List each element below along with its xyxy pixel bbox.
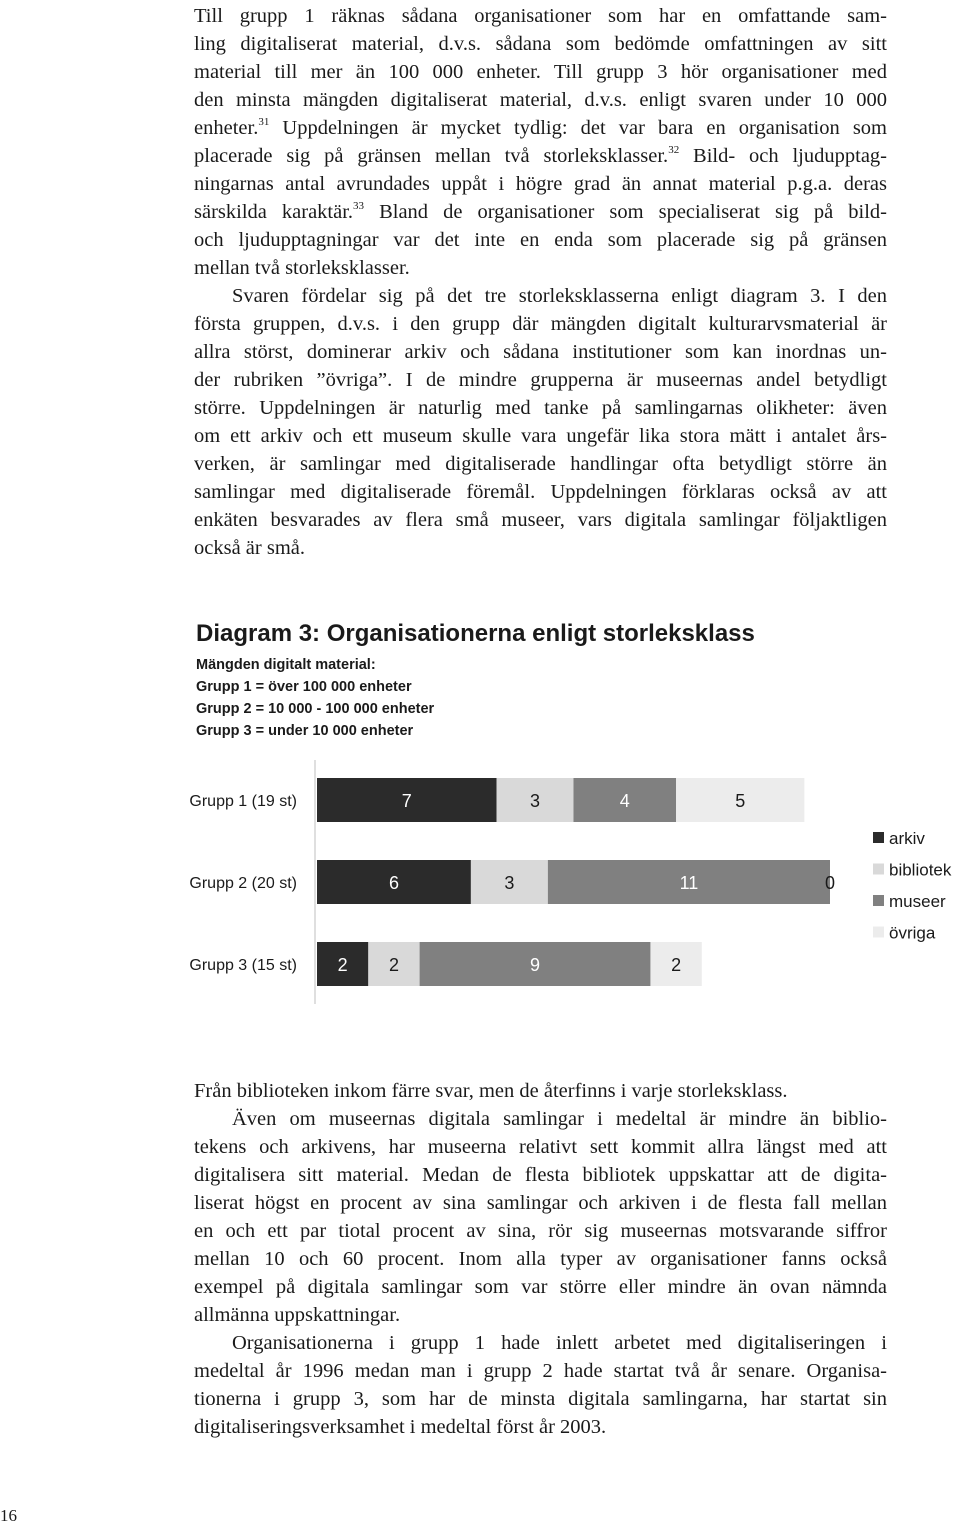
text-segment: allmänna uppskattningar. bbox=[194, 1304, 401, 1326]
data-label: 3 bbox=[530, 791, 541, 811]
category-label: Grupp 2 (20 st) bbox=[189, 875, 297, 892]
text-line bbox=[232, 1105, 887, 1133]
text-line bbox=[232, 1329, 887, 1357]
text-line bbox=[194, 1133, 887, 1161]
page-number: 16 bbox=[0, 1506, 17, 1525]
category-label: Grupp 3 (15 st) bbox=[189, 957, 297, 974]
text-segment: exempel på digitala samlingar som var större eller mindre än ovan nämnda bbox=[194, 1276, 887, 1298]
text-segment: Bland de organisationer som specialiserat sig på bild- bbox=[364, 201, 887, 223]
text-line bbox=[194, 1385, 887, 1413]
text-segment: samlingar med digitaliserade föremål. Uppdelningen förklaras också av att bbox=[194, 481, 887, 503]
text-segment: digitaliseringsverksamhet i medeltal först år 2003. bbox=[194, 1416, 607, 1438]
legend-swatch-arkiv bbox=[873, 832, 884, 843]
text-segment: också är små. bbox=[194, 537, 305, 559]
chart-subtitle-line: Grupp 1 = över 100 000 enheter bbox=[196, 679, 412, 695]
data-label: 5 bbox=[735, 791, 746, 811]
text-line bbox=[194, 1273, 887, 1301]
text-segment: ling digitaliserat material, d.v.s. sådana som bedömde omfattningen av sitt bbox=[194, 33, 887, 55]
text-segment: allra störst, dominerar arkiv och sådana institutioner som kan inordnas un- bbox=[194, 341, 887, 363]
data-label: 9 bbox=[530, 955, 541, 975]
text-line bbox=[194, 1217, 887, 1245]
text-segment: der rubriken ”övriga”. I de mindre grupperna är museernas andel betydligt bbox=[194, 369, 887, 391]
text-segment: tionerna i grupp 3, som har de minsta digitala samlingarna, har startat sin bbox=[194, 1388, 887, 1410]
legend-swatch-museer bbox=[873, 895, 884, 906]
legend-label: museer bbox=[889, 892, 946, 911]
text-segment: om ett arkiv och ett museum skulle vara ungefär lika stora mätt i antalet års- bbox=[194, 425, 887, 447]
chart-subtitle-line: Grupp 2 = 10 000 - 100 000 enheter bbox=[196, 701, 435, 717]
legend-label: arkiv bbox=[889, 829, 925, 848]
text-line bbox=[194, 1189, 887, 1217]
text-line bbox=[194, 1413, 606, 1441]
chart-title: Diagram 3: Organisationerna enligt storleksklass bbox=[196, 620, 755, 647]
text-line bbox=[194, 1301, 400, 1329]
text-segment: placerade sig på gränsen mellan två storleksklasser. bbox=[194, 145, 669, 167]
data-label: 0 bbox=[824, 873, 836, 893]
text-segment: särskilda karaktär. bbox=[194, 201, 354, 223]
text-segment: Bild- och ljudupptag- bbox=[679, 145, 887, 167]
data-label: 2 bbox=[388, 955, 399, 975]
legend-swatch-bibliotek bbox=[873, 864, 884, 875]
chart-subtitle-line: Mängden digitalt material: bbox=[196, 657, 376, 673]
text-segment: enheter. bbox=[194, 117, 259, 139]
footnote-ref: 31 bbox=[258, 116, 270, 128]
text-line bbox=[194, 1161, 887, 1189]
text-segment: Organisationerna i grupp 1 hade inlett arbetet med digitaliseringen i bbox=[232, 1332, 887, 1354]
text-segment: enkäten besvarades av flera små museer, vars digitala samlingar följaktligen bbox=[194, 509, 887, 531]
text-segment: Även om museernas digitala samlingar i medeltal är mindre än biblio- bbox=[232, 1108, 887, 1130]
data-label: 6 bbox=[388, 873, 399, 893]
text-line bbox=[194, 1077, 788, 1105]
text-segment: en och ett par tiotal procent av sina, rör sig museernas motsvarande siffror bbox=[194, 1220, 887, 1242]
text-segment: första gruppen, d.v.s. i den grupp där mängden digitalt kulturarvsmaterial är bbox=[194, 313, 887, 335]
text-segment: ningarnas antal avrundades uppåt i högre grad än annat material p.g.a. deras bbox=[194, 173, 887, 195]
chart-subtitle-line: Grupp 3 = under 10 000 enheter bbox=[196, 723, 414, 739]
text-segment: Uppdelningen är mycket tydlig: det var bara en organisation som bbox=[269, 117, 887, 139]
text-segment: verken, är samlingar med digitaliserade handlingar ofta betydligt större än bbox=[194, 453, 887, 475]
text-segment: Till grupp 1 räknas sådana organisationer som har en omfattande sam- bbox=[194, 5, 887, 27]
data-label: 11 bbox=[679, 873, 699, 893]
data-label: 2 bbox=[671, 955, 682, 975]
text-segment: digitalisera sitt material. Medan de flesta bibliotek uppskattar att de digita- bbox=[194, 1164, 887, 1186]
text-segment: och ljudupptagningar var det inte en enda som placerade sig på gränsen bbox=[194, 229, 887, 251]
legend-swatch-övriga bbox=[873, 927, 884, 938]
data-label: 3 bbox=[504, 873, 515, 893]
text-segment: liserat högst en procent av sina samlingar och arkiven i de flesta fall mellan bbox=[194, 1192, 887, 1214]
legend-label: övriga bbox=[889, 923, 936, 943]
text-segment: den minsta mängden digitaliserat material, d.v.s. enligt svaren under 10 000 bbox=[194, 89, 887, 111]
text-segment: Från biblioteken inkom färre svar, men de återfinns i varje storleksklass. bbox=[194, 1080, 788, 1102]
text-line bbox=[194, 1357, 887, 1385]
text-segment: medeltal år 1996 medan man i grupp 2 hade startat två år senare. Organisa- bbox=[194, 1360, 887, 1382]
text-segment: mellan två storleksklasser. bbox=[194, 257, 410, 279]
data-label: 4 bbox=[619, 791, 630, 811]
data-label: 7 bbox=[401, 791, 412, 811]
text-segment: tekens och arkivens, har museerna relativt sett kommit allra längst med att bbox=[194, 1136, 887, 1158]
data-label: 2 bbox=[337, 955, 348, 975]
footnote-ref: 33 bbox=[353, 200, 365, 212]
footnote-ref: 32 bbox=[668, 144, 680, 156]
text-segment: mellan 10 och 60 procent. Inom alla typer av organisationer fanns också bbox=[194, 1248, 887, 1270]
legend-label: bibliotek bbox=[889, 860, 952, 880]
text-line bbox=[194, 1245, 887, 1273]
text-segment: större. Uppdelningen är naturlig med tanke på samlingarnas olikheter: även bbox=[194, 397, 887, 419]
text-segment: Svaren fördelar sig på det tre storleksklasserna enligt diagram 3. I den bbox=[232, 285, 887, 307]
text-segment: material till mer än 100 000 enheter. Till grupp 3 hör organisationer med bbox=[194, 61, 887, 83]
category-label: Grupp 1 (19 st) bbox=[189, 793, 297, 810]
